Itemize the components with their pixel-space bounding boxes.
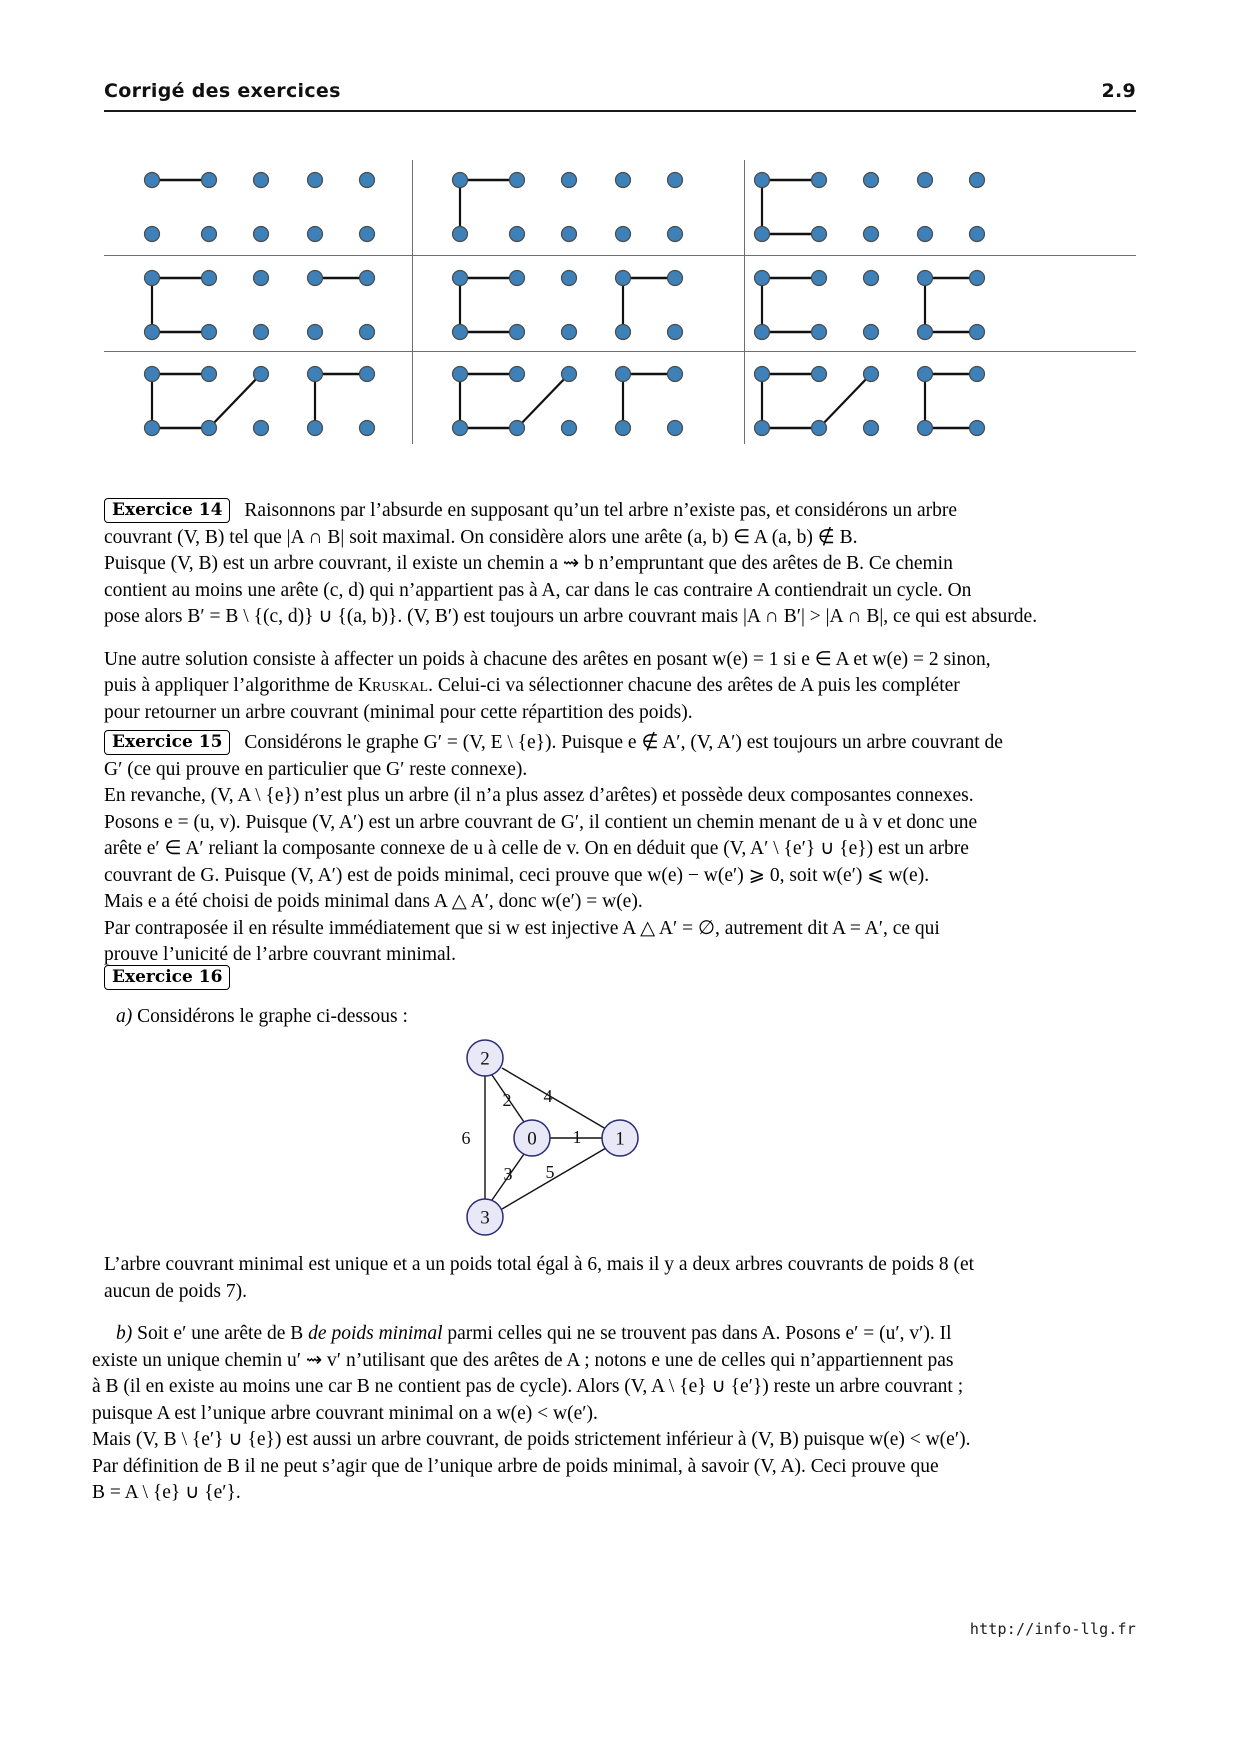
grid-hline-2 xyxy=(104,351,1136,352)
graph-cell-1-3 xyxy=(744,164,994,250)
part-a-marker: a) xyxy=(116,1005,133,1027)
ex14-p2-l3: pour retourner un arbre couvrant (minimal pour cette répartition des poids). xyxy=(104,701,693,723)
ex15-l7: Mais e a été choisi de poids minimal dans A △ A′, donc w(e′) = w(e). xyxy=(104,891,643,912)
ex16-after-l1: L’arbre couvrant minimal est unique et a un poids total égal à 6, mais il y a deux arbres couvrants de poids 8 (et xyxy=(104,1254,975,1275)
ex16-b-l4: puisque A est l’unique arbre couvrant minimal on a w(e) < w(e′). xyxy=(92,1402,598,1424)
graph-cell-2-1 xyxy=(134,262,384,348)
node-0-label: 0 xyxy=(527,1128,537,1150)
ex16-b-l2: existe un unique chemin u′ ⇝ v′ n’utilisant que des arêtes de A ; notons e une de celles qui n’appartiennent pas xyxy=(92,1349,954,1371)
weight-0-3: 3 xyxy=(503,1164,513,1184)
ex15-l5: arête e′ ∈ A′ reliant la composante connexe de u à celle de v. On en déduit que (V, A′ \ {e′} ∪ {e}) est un arbre xyxy=(104,838,969,859)
weight-2-1: 4 xyxy=(543,1086,553,1106)
ex16-after-l2: aucun de poids 7). xyxy=(104,1280,247,1302)
graph-cell-2-2 xyxy=(442,262,692,348)
exercise-16-conclusion-block xyxy=(92,1252,1136,1507)
ex15-l3: En revanche, (V, A \ {e}) n’est plus un arbre (il n’a plus assez d’arêtes) et possède deux composantes connexes. xyxy=(104,785,974,806)
weight-2-0: 2 xyxy=(502,1090,512,1110)
ex15-l9: prouve l’unicité de l’arbre couvrant minimal. xyxy=(104,944,456,965)
ex15-l2: G′ (ce qui prouve en particulier que G′ reste connexe). xyxy=(104,758,528,780)
ex14-p1-l5: pose alors B′ = B \ {(c, d)} ∪ {(a, b)}. (V, B′) est toujours un arbre couvrant mais |A ∩ B′| > |A ∩ B|, ce qui est absurde. xyxy=(104,606,1038,627)
graph-cell-3-2 xyxy=(442,358,692,444)
weight-3-1: 5 xyxy=(545,1162,555,1182)
edge-2-1 xyxy=(502,1068,606,1129)
ex16-b-l7: B = A \ {e} ∪ {e′}. xyxy=(92,1482,241,1503)
node-1-label: 1 xyxy=(615,1128,625,1150)
exercise-15-block xyxy=(104,730,1136,969)
exercise-14-paragraph-2 xyxy=(104,647,1136,727)
exercise-16-label: Exercice 16 xyxy=(104,965,230,990)
node-3-label: 3 xyxy=(480,1207,490,1229)
node-2-label: 2 xyxy=(480,1048,490,1070)
ex15-l1: Considérons le graphe G′ = (V, E \ {e}). Puisque e ∉ A′, (V, A′) est toujours un arbre couvrant de xyxy=(244,732,1003,753)
exercise-16-part-b-rest xyxy=(92,1348,1136,1507)
ex16-b-l1-b: parmi celles qui ne se trouvent pas dans A. Posons e′ = (u′, v′). Il xyxy=(442,1323,952,1344)
graph-cell-3-3 xyxy=(744,358,994,444)
exercise-14-block xyxy=(104,498,1136,726)
ex15-l8: Par contraposée il en résulte immédiatement que si w est injective A △ A′ = ∅, autrement dit A = A′, ce qui xyxy=(104,917,940,939)
weighted-graph-figure xyxy=(420,1030,680,1230)
ex14-p1-l2: couvrant (V, B) tel que |A ∩ B| soit maximal. On considère alors une arête (a, b) ∈ A (a, b) ∉ B. xyxy=(104,526,858,548)
exercise-15-label: Exercice 15 xyxy=(104,730,230,755)
ex14-p2-l1: Une autre solution consiste à affecter un poids à chacune des arêtes en posant w(e) = 1 si e ∈ A et w(e) = 2 sinon, xyxy=(104,648,991,670)
graph-cell-3-1 xyxy=(134,358,384,444)
part-b-marker: b) xyxy=(116,1323,133,1344)
ex14-p2-l2-b: . Celui-ci va sélectionner chacune des arêtes de A puis les compléter xyxy=(428,675,960,696)
ex14-p1-l3: Puisque (V, B) est un arbre couvrant, il existe un chemin a ⇝ b n’empruntant que des arêtes de B. Ce chemin xyxy=(104,553,953,574)
spanning-tree-grid-figure xyxy=(104,152,1136,452)
ex16-b-l1-italic: de poids minimal xyxy=(308,1323,443,1344)
ex16-b-l1-a: Soit e′ une arête de B xyxy=(137,1323,309,1344)
page-header xyxy=(104,80,1136,102)
ex14-p2-l2-a: puis à appliquer l’algorithme de xyxy=(104,675,358,696)
kruskal-name: Kruskal xyxy=(357,675,429,696)
grid-hline-1 xyxy=(104,255,1136,256)
exercise-14-paragraph-1 xyxy=(104,498,1136,631)
exercise-16-block xyxy=(104,965,1136,1030)
graph-cell-1-1 xyxy=(134,164,384,250)
graph-cell-1-2 xyxy=(442,164,692,250)
exercise-16-part-b xyxy=(104,1321,1136,1348)
graph-cell-2-3 xyxy=(744,262,994,348)
ex16-b-l6: Par définition de B il ne peut s’agir que de l’unique arbre de poids minimal, à savoir (V, A). Ceci prouve que xyxy=(92,1455,939,1477)
exercise-14-label: Exercice 14 xyxy=(104,498,230,523)
ex16-b-l3: à B (il en existe au moins une car B ne contient pas de cycle). Alors (V, A \ {e} ∪ {e′}) reste un arbre couvrant ; xyxy=(92,1376,964,1397)
ex15-l4: Posons e = (u, v). Puisque (V, A′) est un arbre couvrant de G′, il contient un chemin menant de u à v et donc une xyxy=(104,811,978,833)
page-footer xyxy=(104,1620,1136,1638)
exercise-15-paragraph xyxy=(104,730,1136,969)
header-title: Corrigé des exercices xyxy=(104,80,341,102)
exercise-16-part-a xyxy=(104,1004,1136,1031)
ex14-p1-l4: contient au moins une arête (c, d) qui n’appartient pas à A, car dans le cas contraire A contiendrait un cycle. On xyxy=(104,579,972,601)
footer-url: http://info-llg.fr xyxy=(969,1620,1136,1638)
weight-2-3: 6 xyxy=(461,1128,471,1148)
header-divider xyxy=(104,110,1136,112)
ex16-b-l5: Mais (V, B \ {e′} ∪ {e}) est aussi un arbre couvrant, de poids strictement inférieur à (V, B) puisque w(e) < w(e′). xyxy=(92,1429,971,1450)
exercise-16-after-graph xyxy=(104,1252,1136,1305)
page-number: 2.9 xyxy=(1101,80,1136,102)
ex14-p1-l1: Raisonnons par l’absurde en supposant qu’un tel arbre n’existe pas, et considérons un arbre xyxy=(244,500,958,521)
grid-vline-1 xyxy=(412,160,413,444)
part-a-text: Considérons le graphe ci-dessous : xyxy=(137,1005,408,1027)
weight-0-1: 1 xyxy=(572,1127,582,1147)
ex15-l6: couvrant de G. Puisque (V, A′) est de poids minimal, ceci prouve que w(e) − w(e′) ⩾ 0, soit w(e′) ⩽ w(e). xyxy=(104,864,930,886)
exercise-16-heading xyxy=(104,965,1136,992)
